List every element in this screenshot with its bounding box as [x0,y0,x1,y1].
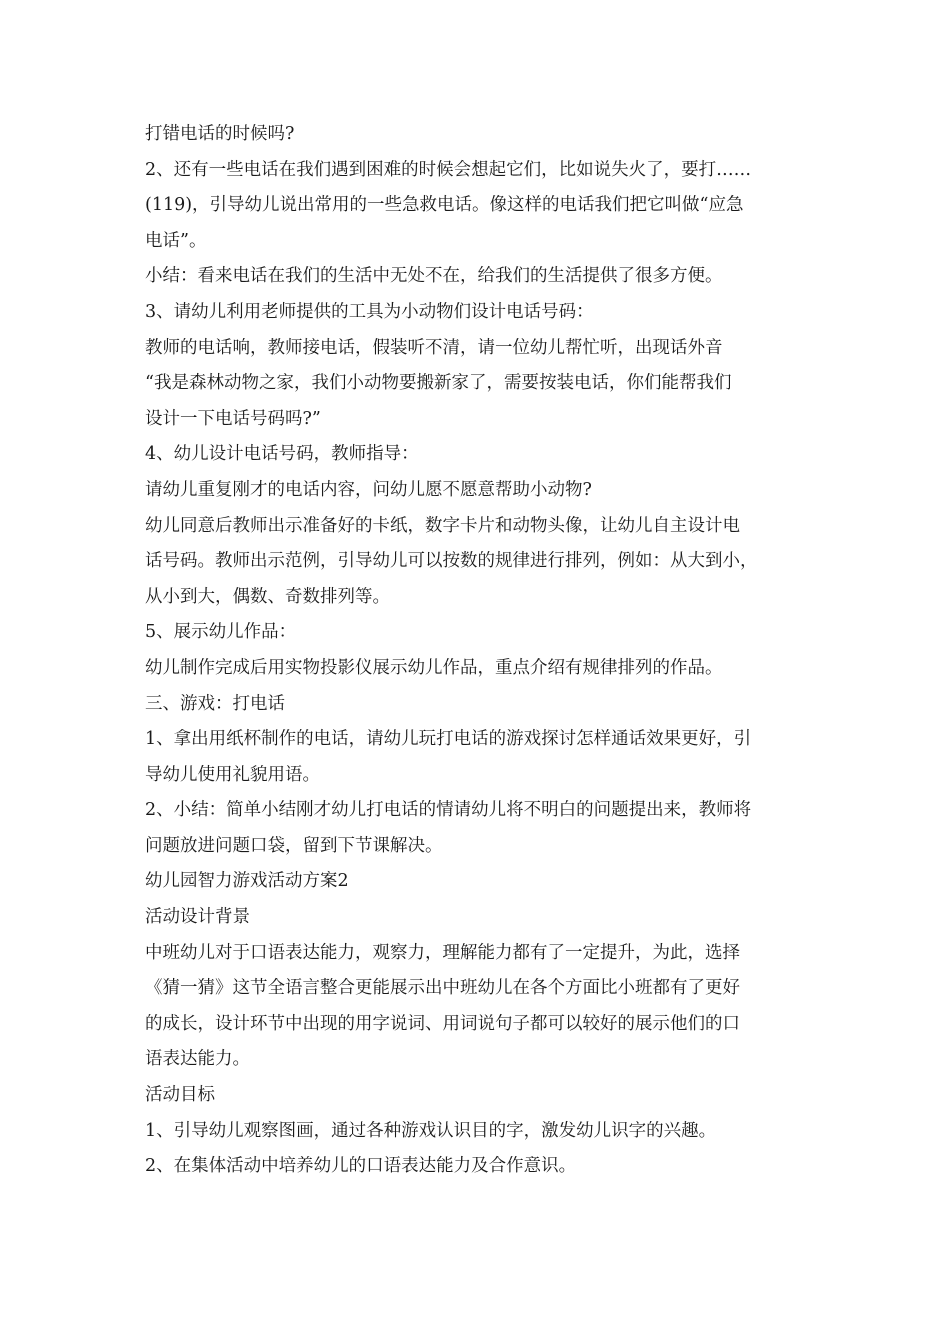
text-line: 语表达能力。 [145,1049,250,1070]
section-heading: 三、游戏：打电话 [145,693,285,714]
text-line: 从小到大，偶数、奇数排列等。 [145,586,390,607]
section-heading: 活动设计背景 [145,907,250,928]
text-line: 1、引导幼儿观察图画，通过各种游戏认识目的字，激发幼儿识字的兴趣。 [145,1120,717,1141]
text-line: 2、还有一些电话在我们遇到困难的时候会想起它们，比如说失火了，要打…… [145,159,752,180]
text-line: 《猜一猜》这节全语言整合更能展示出中班幼儿在各个方面比小班都有了更好 [145,978,740,999]
text-line: “我是森林动物之家，我们小动物要搬新家了，需要按装电话，你们能帮我们 [145,373,732,394]
text-line: 1、拿出用纸杯制作的电话，请幼儿玩打电话的游戏探讨怎样通话效果更好，引 [145,729,752,750]
text-line: 问题放进问题口袋，留到下节课解决。 [145,835,443,856]
section-heading: 活动目标 [145,1085,215,1106]
text-line: 打错电话的时候吗? [145,124,295,144]
text-line: 话号码。教师出示范例，引导幼儿可以按数的规律进行排列，例如：从大到小， [145,551,758,572]
text-line: 中班幼儿对于口语表达能力，观察力，理解能力都有了一定提升，为此，选择 [145,942,740,963]
text-line: (119)，引导幼儿说出常用的一些急救电话。像这样的电话我们把它叫做“应急 [145,195,744,216]
text-line: 5、展示幼儿作品： [145,622,297,643]
text-line: 导幼儿使用礼貌用语。 [145,764,320,785]
text-line: 2、小结：简单小结刚才幼儿打电话的情请幼儿将不明白的问题提出来，教师将 [145,800,752,821]
text-line: 电话”。 [145,230,207,251]
text-line: 请幼儿重复刚才的电话内容，问幼儿愿不愿意帮助小动物? [145,479,592,500]
text-line: 2、在集体活动中培养幼儿的口语表达能力及合作意识。 [145,1156,577,1177]
text-line: 小结：看来电话在我们的生活中无处不在，给我们的生活提供了很多方便。 [145,266,723,287]
text-line: 设计一下电话号码吗?” [145,408,321,429]
text-line: 幼儿制作完成后用实物投影仪展示幼儿作品，重点介绍有规律排列的作品。 [145,657,723,678]
document-title: 幼儿园智力游戏活动方案2 [145,871,349,892]
text-line: 4、幼儿设计电话号码，教师指导： [145,444,419,465]
text-line: 幼儿同意后教师出示准备好的卡纸，数字卡片和动物头像，让幼儿自主设计电 [145,515,740,536]
document-body [145,117,813,1185]
text-line: 3、请幼儿利用老师提供的工具为小动物们设计电话号码： [145,301,594,322]
text-line: 的成长，设计环节中出现的用字说词、用词说句子都可以较好的展示他们的口 [145,1013,740,1034]
text-line: 教师的电话响，教师接电话，假装听不清，请一位幼儿帮忙听，出现话外音 [145,337,723,358]
